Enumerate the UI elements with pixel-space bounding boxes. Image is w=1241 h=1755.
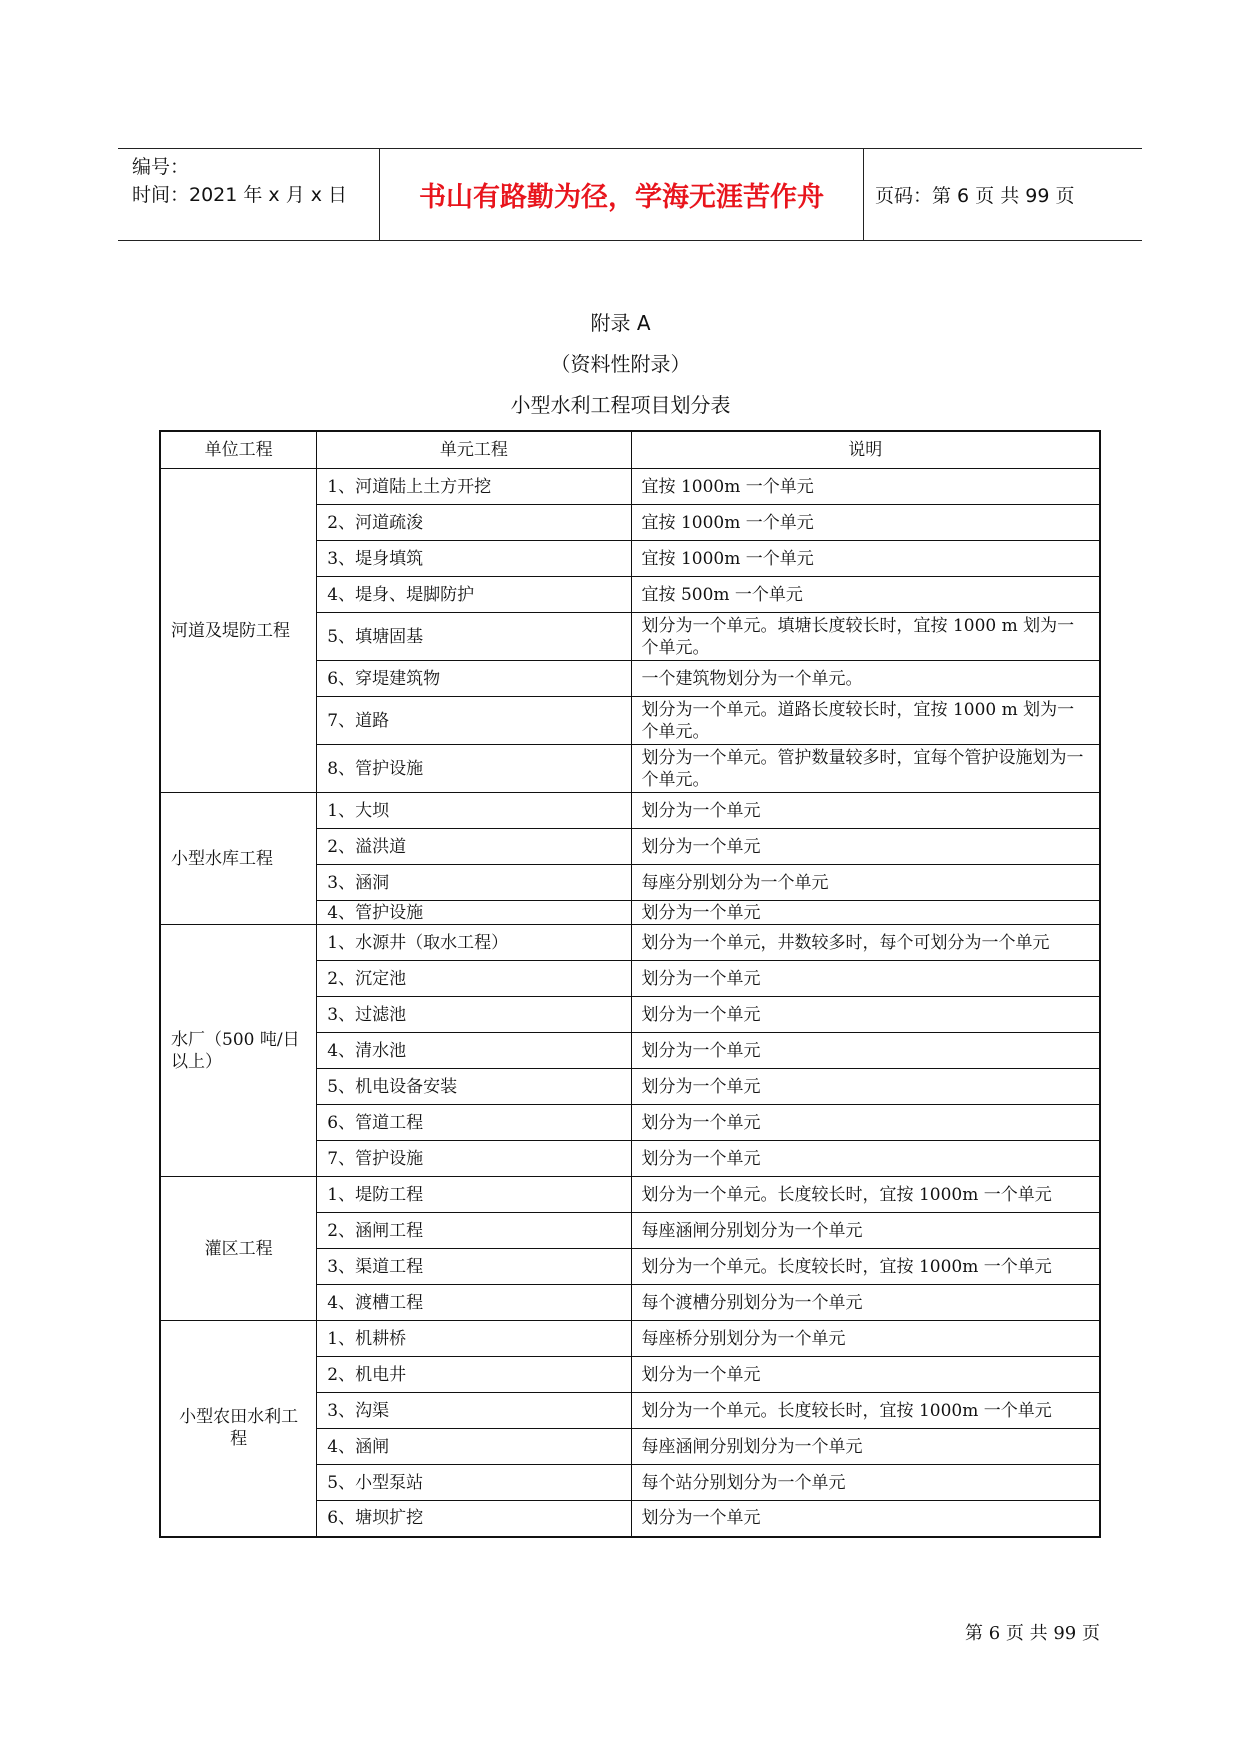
table-row <box>160 925 1100 961</box>
unit-element-item: 2、溢洪道 <box>317 829 631 865</box>
doc-date: 时间：2021 年 x 月 x 日 <box>132 184 348 206</box>
unit-element-item: 7、管护设施 <box>317 1141 631 1177</box>
description-cell: 划分为一个单元。长度较长时，宜按 1000m 一个单元 <box>631 1393 1100 1429</box>
unit-element-item: 4、渡槽工程 <box>317 1285 631 1321</box>
unit-element-item: 5、填塘固基 <box>317 613 631 661</box>
unit-element-item: 3、沟渠 <box>317 1393 631 1429</box>
description-cell: 划分为一个单元 <box>631 793 1100 829</box>
header-left <box>132 153 372 209</box>
unit-element-item: 4、清水池 <box>317 1033 631 1069</box>
description-cell: 划分为一个单元 <box>631 901 1100 925</box>
unit-element-item: 3、涵洞 <box>317 865 631 901</box>
unit-project-name: 灌区工程 <box>160 1177 317 1321</box>
appendix-nature: （资料性附录） <box>550 352 691 376</box>
unit-element-item: 7、道路 <box>317 697 631 745</box>
page-header <box>118 148 1142 241</box>
table-title: 小型水利工程项目划分表 <box>510 393 731 417</box>
unit-element-item: 3、渠道工程 <box>317 1249 631 1285</box>
unit-element-item: 2、涵闸工程 <box>317 1213 631 1249</box>
unit-element-item: 3、堤身填筑 <box>317 541 631 577</box>
description-cell: 划分为一个单元，井数较多时，每个可划分为一个单元 <box>631 925 1100 961</box>
description-cell: 宜按 1000m 一个单元 <box>631 505 1100 541</box>
description-cell: 每个站分别划分为一个单元 <box>631 1465 1100 1501</box>
unit-element-item: 1、水源井（取水工程） <box>317 925 631 961</box>
description-cell: 划分为一个单元 <box>631 1033 1100 1069</box>
unit-project-name: 河道及堤防工程 <box>160 469 317 793</box>
description-cell: 一个建筑物划分为一个单元。 <box>631 661 1100 697</box>
description-cell: 划分为一个单元。管护数量较多时，宜每个管护设施划为一个单元。 <box>631 745 1100 793</box>
doc-number-label: 编号： <box>132 156 190 178</box>
column-header: 单元工程 <box>317 431 631 469</box>
appendix-title: 附录 A <box>590 311 651 335</box>
unit-element-item: 6、管道工程 <box>317 1105 631 1141</box>
description-cell: 每座涵闸分别划分为一个单元 <box>631 1213 1100 1249</box>
unit-project-name: 小型农田水利工程 <box>160 1321 317 1537</box>
description-cell: 每个渡槽分别划分为一个单元 <box>631 1285 1100 1321</box>
unit-element-item: 5、机电设备安装 <box>317 1069 631 1105</box>
description-cell: 宜按 500m 一个单元 <box>631 577 1100 613</box>
description-cell: 划分为一个单元。道路长度较长时，宜按 1000 m 划为一个单元。 <box>631 697 1100 745</box>
column-header: 说明 <box>631 431 1100 469</box>
unit-element-item: 3、过滤池 <box>317 997 631 1033</box>
description-cell: 划分为一个单元 <box>631 829 1100 865</box>
description-cell: 宜按 1000m 一个单元 <box>631 541 1100 577</box>
unit-element-item: 6、塘坝扩挖 <box>317 1501 631 1537</box>
table-row <box>160 793 1100 829</box>
unit-element-item: 2、机电井 <box>317 1357 631 1393</box>
description-cell: 划分为一个单元 <box>631 1357 1100 1393</box>
unit-element-item: 2、河道疏浚 <box>317 505 631 541</box>
description-cell: 划分为一个单元 <box>631 1105 1100 1141</box>
unit-element-item: 4、管护设施 <box>317 901 631 925</box>
description-cell: 划分为一个单元。填塘长度较长时，宜按 1000 m 划为一个单元。 <box>631 613 1100 661</box>
column-header: 单位工程 <box>160 431 317 469</box>
unit-project-name: 小型水库工程 <box>160 793 317 925</box>
unit-element-item: 6、穿堤建筑物 <box>317 661 631 697</box>
header-motto: 书山有路勤为径，学海无涯苦作舟 <box>379 149 864 240</box>
description-cell: 划分为一个单元。长度较长时，宜按 1000m 一个单元 <box>631 1177 1100 1213</box>
unit-element-item: 4、涵闸 <box>317 1429 631 1465</box>
unit-project-name: 水厂（500 吨/日以上） <box>160 925 317 1177</box>
description-cell: 每座分别划分为一个单元 <box>631 865 1100 901</box>
description-cell: 宜按 1000m 一个单元 <box>631 469 1100 505</box>
description-cell: 划分为一个单元 <box>631 1501 1100 1537</box>
table-body <box>160 469 1100 1537</box>
description-cell: 每座涵闸分别划分为一个单元 <box>631 1429 1100 1465</box>
project-division-table <box>159 430 1101 1538</box>
description-cell: 划分为一个单元 <box>631 1141 1100 1177</box>
unit-element-item: 1、堤防工程 <box>317 1177 631 1213</box>
description-cell: 划分为一个单元。长度较长时，宜按 1000m 一个单元 <box>631 1249 1100 1285</box>
unit-element-item: 1、河道陆上土方开挖 <box>317 469 631 505</box>
unit-element-item: 4、堤身、堤脚防护 <box>317 577 631 613</box>
description-cell: 每座桥分别划分为一个单元 <box>631 1321 1100 1357</box>
table-row <box>160 1177 1100 1213</box>
description-cell: 划分为一个单元 <box>631 1069 1100 1105</box>
unit-element-item: 8、管护设施 <box>317 745 631 793</box>
table-row <box>160 1321 1100 1357</box>
unit-element-item: 5、小型泵站 <box>317 1465 631 1501</box>
table-header-row <box>160 431 1100 469</box>
unit-element-item: 1、机耕桥 <box>317 1321 631 1357</box>
description-cell: 划分为一个单元 <box>631 961 1100 997</box>
page-footer: 第 6 页 共 99 页 <box>965 1623 1100 1644</box>
table-row <box>160 469 1100 505</box>
unit-element-item: 2、沉定池 <box>317 961 631 997</box>
description-cell: 划分为一个单元 <box>631 997 1100 1033</box>
header-page-number: 页码：第 6 页 共 99 页 <box>875 185 1075 207</box>
unit-element-item: 1、大坝 <box>317 793 631 829</box>
